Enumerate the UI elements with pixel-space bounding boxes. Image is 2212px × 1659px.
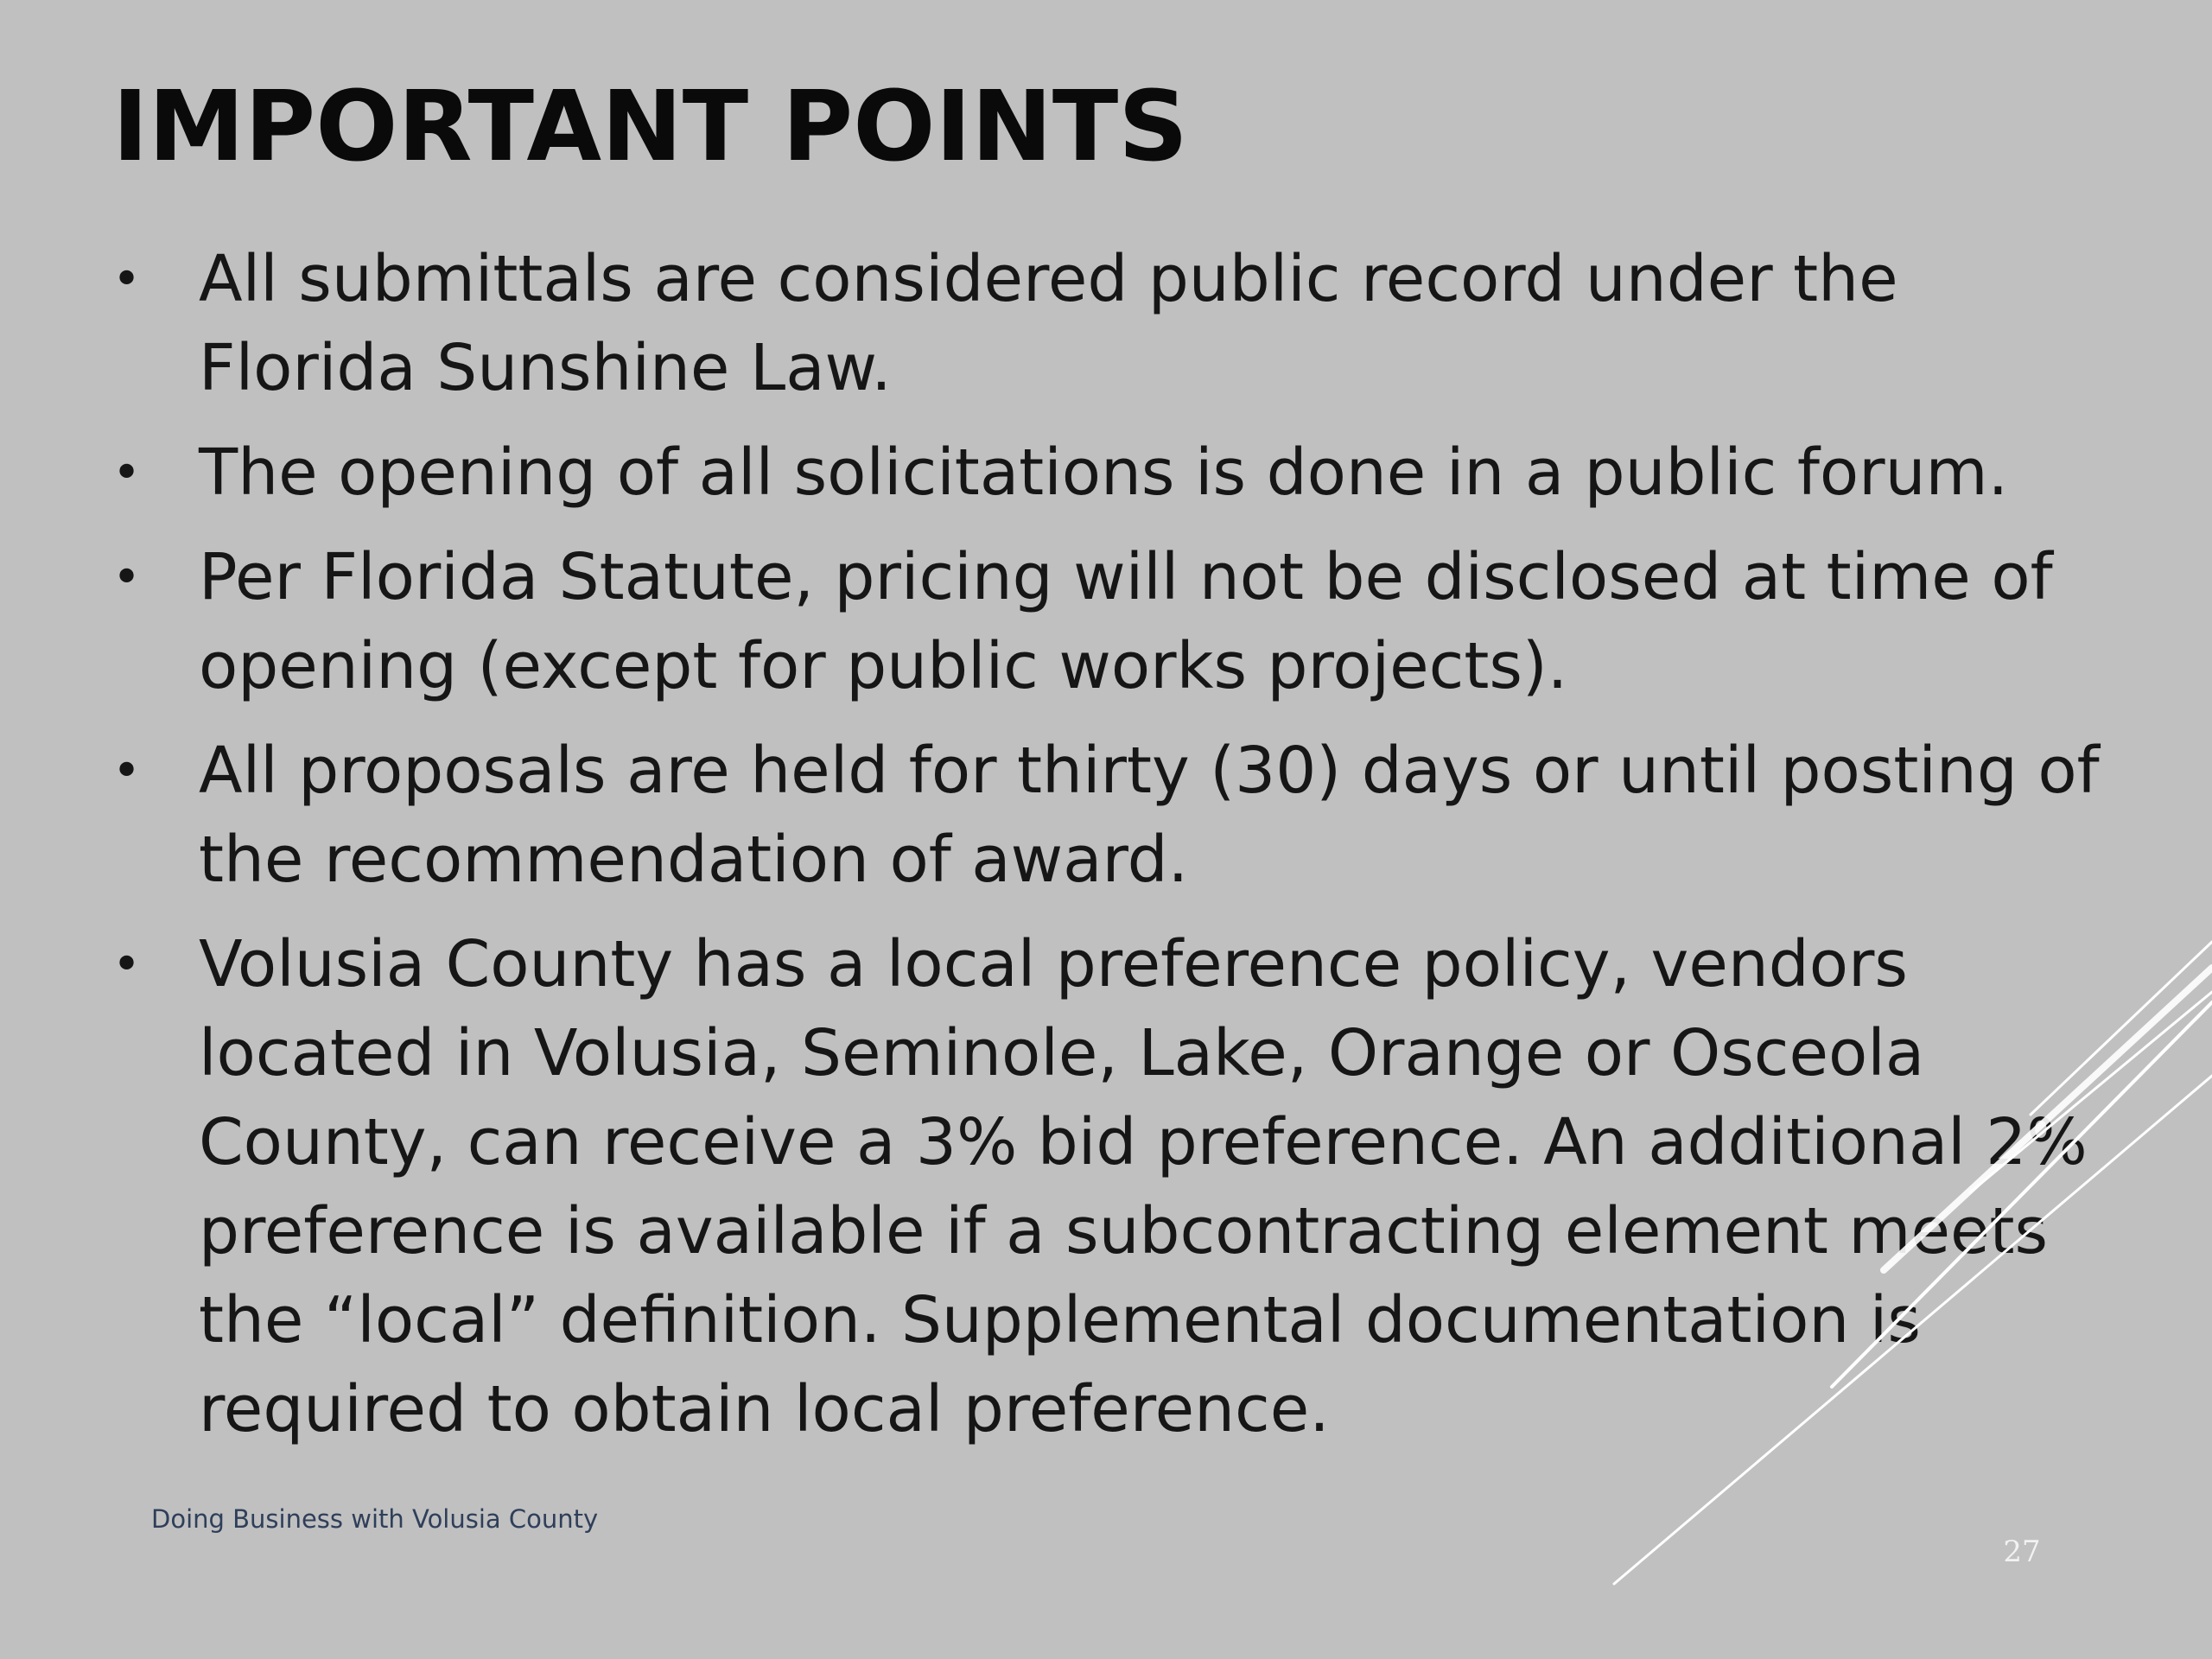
bullet-item [112, 429, 2134, 518]
bullet-icon: • [112, 445, 142, 501]
bullet-icon: • [112, 743, 142, 799]
bullet-item [112, 235, 2134, 413]
bullet-text: All submittals are considered public record under the Florida Sunshine Law. [199, 242, 1898, 405]
bullet-item [112, 920, 2134, 1454]
bullet-item [112, 533, 2134, 711]
bullet-text: Volusia County has a local preference policy, vendors located in Volusia, Seminole, Lake, Orange or Osceola County, can receive a 3% bid preference. An additional 2% preference is available if a subcontracting element meets the “local” definition. Supplemental documentation is required to obtain local preference. [199, 927, 2088, 1446]
slide-title: IMPORTANT POINTS [112, 71, 1188, 183]
bullet-icon: • [112, 251, 142, 308]
bullet-icon: • [112, 937, 142, 993]
bullet-list [112, 235, 2134, 1470]
bullet-item [112, 727, 2134, 905]
page-number: 27 [2003, 1535, 2041, 1569]
bullet-text: The opening of all solicitations is done in a public forum. [199, 435, 2009, 510]
footer-text: Doing Business with Volusia County [151, 1504, 599, 1534]
bullet-text: All proposals are held for thirty (30) days or until posting of the recommendation of award. [199, 734, 2100, 897]
bullet-icon: • [112, 550, 142, 606]
bullet-text: Per Florida Statute, pricing will not be disclosed at time of opening (except for public works projects). [199, 540, 2053, 703]
